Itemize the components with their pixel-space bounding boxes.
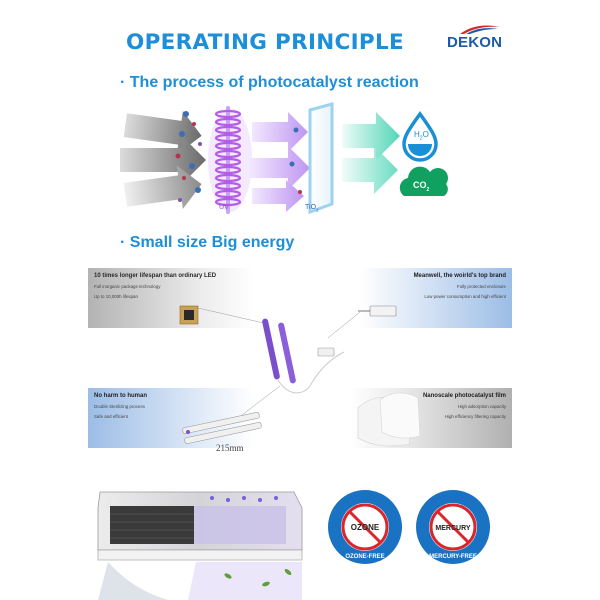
feature-line: Fully protected enclosure — [456, 284, 506, 289]
feature-line: Full inorganic package technology — [94, 284, 161, 289]
feature-title: No harm to human — [94, 393, 148, 399]
dimension-label: 215mm — [216, 443, 244, 453]
feature-line: Low power consumption and high efficient — [424, 294, 506, 299]
tio2-filter-panel-icon — [310, 104, 332, 212]
driver-box-icon — [358, 306, 396, 316]
water-label: $H_2O$ — [414, 130, 429, 142]
feature-line: High efficiency filtering capacity — [444, 414, 506, 419]
uv-lamp-assembly-illustration — [88, 268, 512, 458]
lamp-bar-icon — [182, 412, 262, 444]
feature-line: Safe and efficient — [94, 414, 128, 419]
mercury-free-ring-text: MERCURY-FREE — [429, 554, 477, 560]
page-title: OPERATING PRINCIPLE — [126, 30, 404, 55]
ozone-free-badge-art — [326, 488, 404, 584]
feature-title: Nanoscale photocatalyst film — [422, 393, 506, 399]
co2-label: $CO_2$ — [413, 180, 430, 193]
center-driver-icon — [318, 348, 334, 356]
ozone-badge-text: OZONE — [350, 523, 380, 532]
section-heading-small-size: · Small size Big energy — [120, 234, 295, 251]
uv-label: UV — [219, 204, 229, 211]
feature-line: High adsorption capacity — [457, 404, 506, 409]
brand-logo — [447, 23, 507, 53]
features-panel — [88, 268, 512, 458]
polluted-air-arrow-icon — [120, 103, 206, 216]
led-chip-icon — [180, 306, 198, 324]
brand-name: DEKON — [447, 34, 503, 51]
mercury-free-badge — [414, 488, 492, 584]
ozone-free-badge — [326, 488, 404, 584]
photocatalyst-film-icon — [358, 393, 420, 446]
section-heading-photocatalyst: · The process of photocatalyst reaction — [120, 74, 419, 91]
clean-air-arrow-icon — [342, 112, 400, 194]
uv-air-arrow-icon — [250, 112, 310, 212]
feature-title: Meanwell, the woirld's top brand — [413, 273, 506, 279]
feature-line: Up to 10,000h lifespan — [94, 294, 138, 299]
tio2-label: TiO$_2$ — [305, 204, 319, 213]
air-conditioner-illustration — [88, 484, 308, 600]
feature-title: 10 times longer lifespan than ordinary LED — [94, 273, 217, 279]
feature-line: Double Sterilizing process — [94, 404, 145, 409]
mercury-free-badge-art — [414, 488, 492, 584]
ozone-free-ring-text: OZONE-FREE — [345, 554, 385, 560]
uv-lamp-coil-icon — [208, 106, 252, 214]
mercury-badge-text: MERCURY — [435, 525, 471, 532]
photocatalyst-process-diagram — [120, 100, 480, 220]
